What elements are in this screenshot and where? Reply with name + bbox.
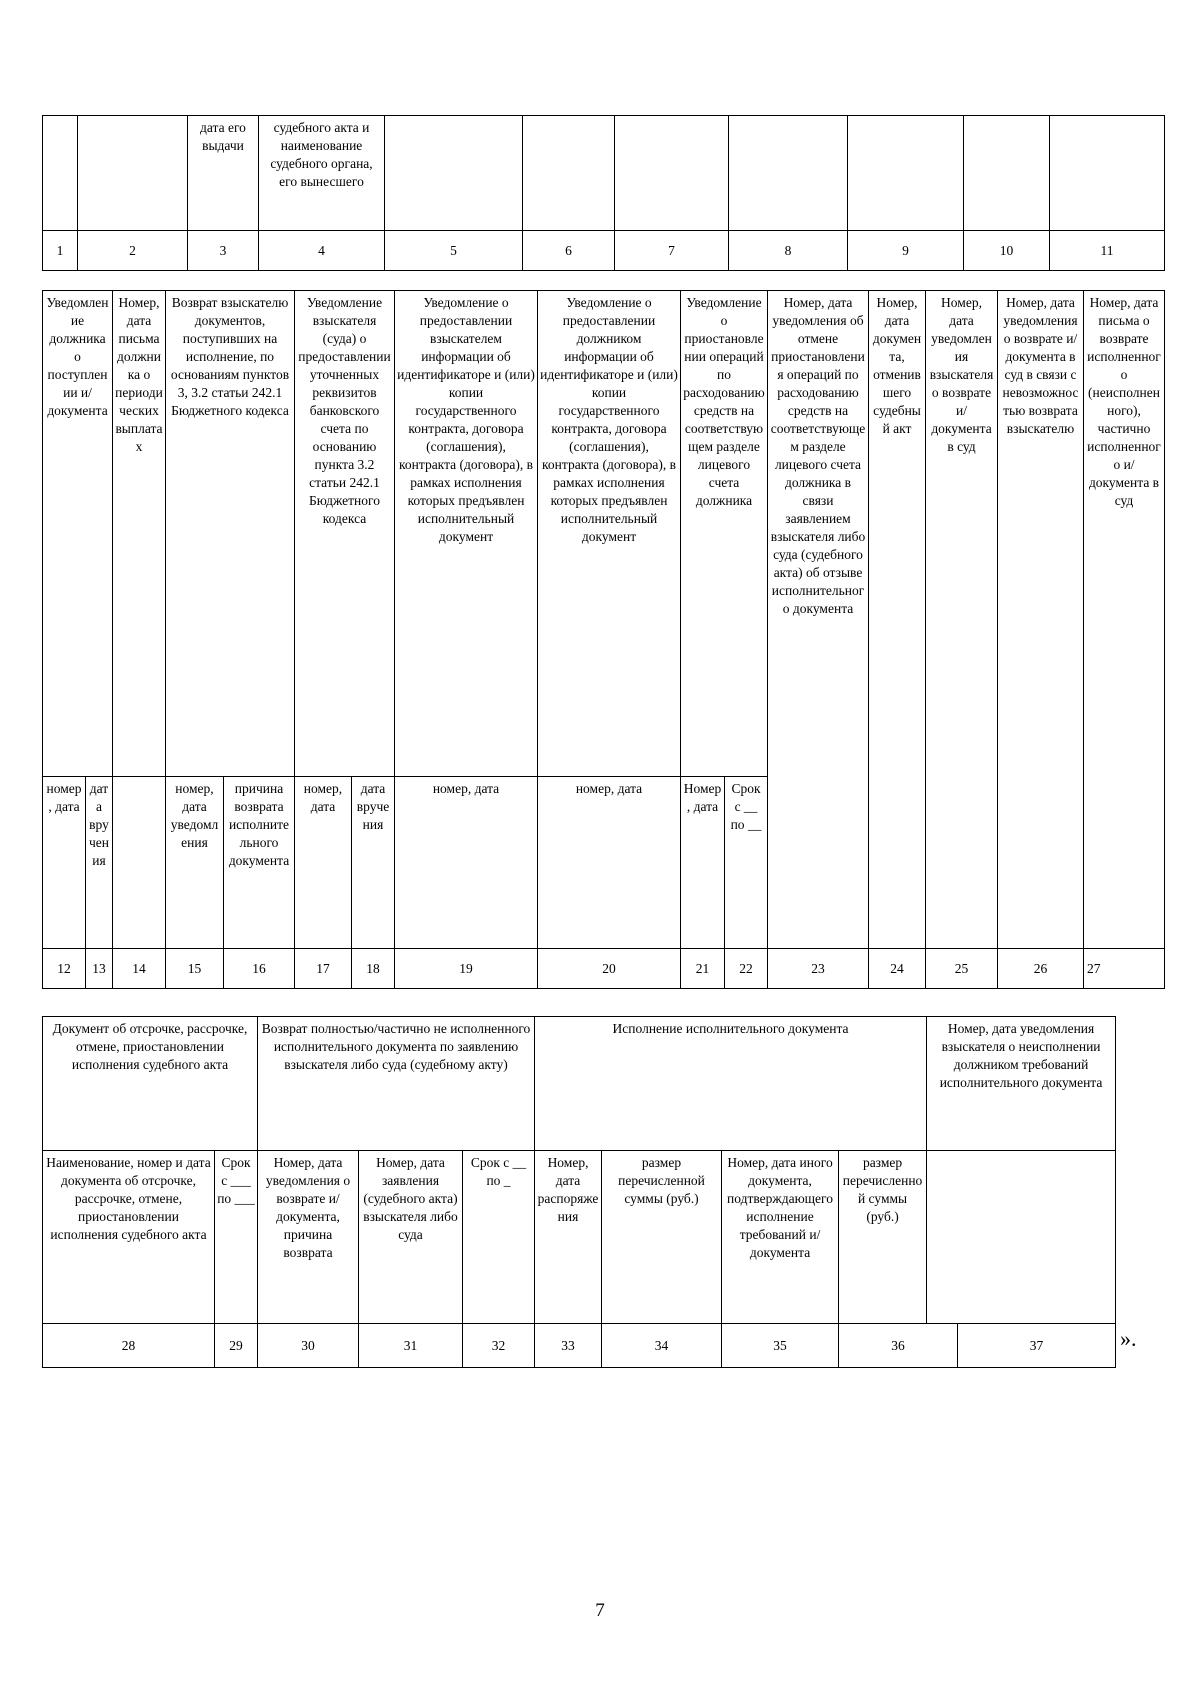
col-num-27: 27 (1084, 949, 1165, 989)
header-cell-8 (729, 116, 848, 231)
col-num-26: 26 (998, 949, 1084, 989)
column-number-row (43, 1324, 1116, 1368)
sub-notice-number-date: номер, дата уведомления (166, 777, 224, 949)
col-num-35: 35 (722, 1324, 839, 1368)
sub-empty (113, 777, 166, 949)
header-suspension-notice: Уведомление о приостановлении операций по расходованию средств на соответствующем разделе лицевого счета должника (681, 291, 768, 777)
header-cell-3: дата его выдачи (188, 116, 259, 231)
header-return-to-claimant: Возврат взыскателю документов, поступивших на исполнение, по основаниям пунктов 3, 3.2 статьи 242.1 Бюджетного кодекса (166, 291, 295, 777)
sub-transferred-sum-2: размер перечисленной суммы (руб.) (839, 1151, 927, 1324)
header-return-to-court-notice: Номер, дата уведомления взыскателя о возврате и/документа в суд (926, 291, 998, 949)
sub-other-document: Номер, дата иного документа, подтверждающего исполнение требований и/документа (722, 1151, 839, 1324)
col-num-14: 14 (113, 949, 166, 989)
header-cell-7 (615, 116, 729, 231)
col-num-1: 1 (43, 231, 78, 271)
header-cell-6 (523, 116, 615, 231)
table-header-row (43, 1017, 1116, 1151)
header-suspension-cancel-notice: Номер, дата уведомления об отмене приостановления операций по расходованию средств на соответствующем разделе лицевого счета должника в связи заявлением взыскателя либо суда (судебного акта) об отзыве исполнительного документа (768, 291, 869, 949)
table-columns-12-27 (42, 290, 1165, 989)
sub-empty (927, 1151, 1116, 1324)
col-num-12: 12 (43, 949, 86, 989)
col-num-18: 18 (352, 949, 395, 989)
header-execution: Исполнение исполнительного документа (535, 1017, 927, 1151)
header-bank-details-notice: Уведомление взыскателя (суда) о предоставлении уточненных реквизитов банковского счета по основанию пункта 3.2 статьи 242.1 Бюджетного кодекса (295, 291, 395, 777)
table-columns-28-37 (42, 1016, 1116, 1368)
col-num-32: 32 (463, 1324, 535, 1368)
col-num-13: 13 (86, 949, 113, 989)
header-cell-1 (43, 116, 78, 231)
column-number-row (43, 231, 1165, 271)
col-num-33: 33 (535, 1324, 602, 1368)
header-cell-4: судебного акта и наименование судебного органа, его вынесшего (259, 116, 385, 231)
col-num-15: 15 (166, 949, 224, 989)
col-num-24: 24 (869, 949, 926, 989)
sub-order-number-date: Номер, дата распоряжения (535, 1151, 602, 1324)
col-num-36: 36 (839, 1324, 958, 1368)
header-return-by-request: Возврат полностью/частично не исполненного исполнительного документа по заявлению взыскателя либо суда (судебному акту) (258, 1017, 535, 1151)
header-deferral-document: Документ об отсрочке, рассрочке, отмене, приостановлении исполнения судебного акта (43, 1017, 258, 1151)
page-number: 7 (595, 1600, 605, 1621)
col-num-20: 20 (538, 949, 681, 989)
header-cell-9 (848, 116, 964, 231)
sub-delivery-date: дата вручения (352, 777, 395, 949)
col-num-2: 2 (78, 231, 188, 271)
col-num-23: 23 (768, 949, 869, 989)
col-num-28: 28 (43, 1324, 215, 1368)
sub-number-date: Номер, дата (681, 777, 725, 949)
table-header-row (43, 116, 1165, 231)
col-num-8: 8 (729, 231, 848, 271)
col-num-5: 5 (385, 231, 523, 271)
col-num-3: 3 (188, 231, 259, 271)
header-act-cancel-document: Номер, дата документа, отменившего судебный акт (869, 291, 926, 949)
sub-period: Срок с __ по __ (725, 777, 768, 949)
col-num-29: 29 (215, 1324, 258, 1368)
header-claimant-info-notice: Уведомление о предоставлении взыскателем информации об идентификаторе и (или) копии государственного контракта, договора (соглашения), контракта (договора), в рамках исполнения которых предъявлен исполнительный документ (395, 291, 538, 777)
header-cell-5 (385, 116, 523, 231)
header-return-letter: Номер, дата письма о возврате исполненного (неисполненного), частично исполненного и/документа в суд (1084, 291, 1165, 949)
sub-delivery-date: дата вручения (86, 777, 113, 949)
table-continuation-columns-1-11 (42, 115, 1165, 271)
sub-return-period: Срок с __ по _ (463, 1151, 535, 1324)
sub-number-date: номер, дата (538, 777, 681, 949)
column-number-row (43, 949, 1165, 989)
col-num-16: 16 (224, 949, 295, 989)
col-num-11: 11 (1050, 231, 1165, 271)
col-num-31: 31 (359, 1324, 463, 1368)
closing-quote-mark: ». (1120, 1326, 1137, 1351)
col-num-21: 21 (681, 949, 725, 989)
col-num-30: 30 (258, 1324, 359, 1368)
sub-deferral-period: Срок с ___ по ___ (215, 1151, 258, 1324)
sub-deferral-doc-name: Наименование, номер и дата документа об отсрочке, рассрочке, отмене, приостановлении исполнения судебного акта (43, 1151, 215, 1324)
sub-return-notice: Номер, дата уведомления о возврате и/документа, причина возврата (258, 1151, 359, 1324)
col-num-9: 9 (848, 231, 964, 271)
col-num-25: 25 (926, 949, 998, 989)
sub-number-date: номер, дата (395, 777, 538, 949)
header-debtor-notice: Уведомление должника о поступлении и/документа (43, 291, 113, 777)
sub-number-date: номер, дата (43, 777, 86, 949)
col-num-19: 19 (395, 949, 538, 989)
header-cell-10 (964, 116, 1050, 231)
header-periodic-payments-letter: Номер, дата письма должника о периодических выплатах (113, 291, 166, 777)
sub-return-reason: причина возврата исполнительного документа (224, 777, 295, 949)
col-num-34: 34 (602, 1324, 722, 1368)
header-cell-11 (1050, 116, 1165, 231)
sub-number-date: номер, дата (295, 777, 352, 949)
col-num-6: 6 (523, 231, 615, 271)
header-debtor-info-notice: Уведомление о предоставлении должником информации об идентификаторе и (или) копии государственного контракта, договора (соглашения), контракта (договора), в рамках исполнения которых предъявлен исполнительный документ (538, 291, 681, 777)
table-subheader-row (43, 1151, 1116, 1324)
col-num-4: 4 (259, 231, 385, 271)
table-header-row (43, 291, 1165, 777)
header-non-execution-notice: Номер, дата уведомления взыскателя о неисполнении должником требований исполнительного документа (927, 1017, 1116, 1151)
col-num-22: 22 (725, 949, 768, 989)
sub-transferred-sum: размер перечисленной суммы (руб.) (602, 1151, 722, 1324)
header-return-impossible-notice: Номер, дата уведомления о возврате и/документа в суд в связи с невозможностью возврата взыскателю (998, 291, 1084, 949)
col-num-10: 10 (964, 231, 1050, 271)
header-cell-2 (78, 116, 188, 231)
col-num-7: 7 (615, 231, 729, 271)
sub-request-number-date: Номер, дата заявления (судебного акта) взыскателя либо суда (359, 1151, 463, 1324)
col-num-17: 17 (295, 949, 352, 989)
col-num-37: 37 (958, 1324, 1116, 1368)
